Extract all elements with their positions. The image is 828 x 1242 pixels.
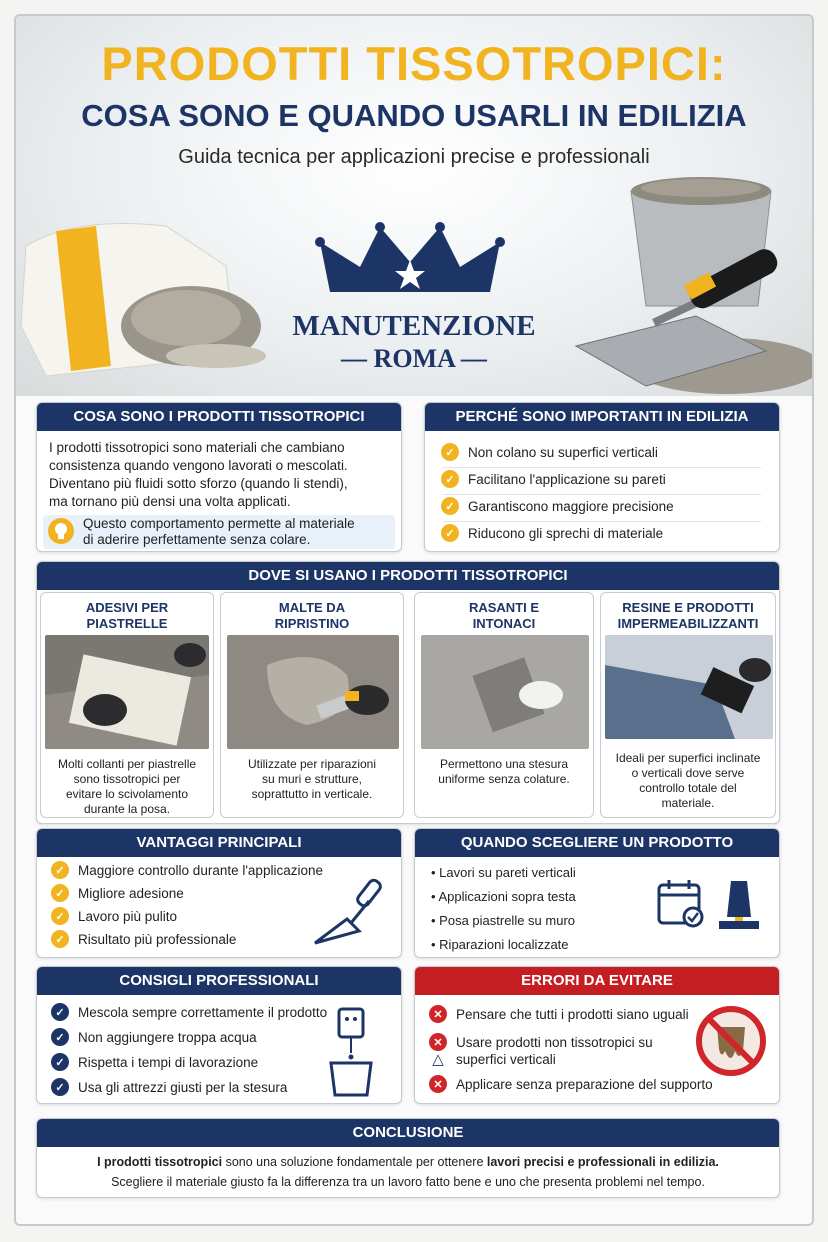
check-icon: ✓ <box>51 907 69 925</box>
quando-heading: QUANDO SCEGLIERE UN PRODOTTO TISSOTROPICO <box>415 829 779 857</box>
check-icon: ✓ <box>51 1028 69 1046</box>
cosa-sono-card <box>36 402 402 552</box>
vantaggi-item: ✓ Maggiore controllo durante l'applicazione <box>51 861 323 879</box>
use-card-caption: materiale. <box>661 796 715 810</box>
use-card-caption: Utilizzate per riparazioni <box>247 757 377 771</box>
perche-item: ✓ Facilitano l'applicazione su pareti <box>441 470 666 488</box>
vantaggi-item: ✓ Lavoro più pulito <box>51 907 177 925</box>
x-icon: ✕ <box>429 1075 447 1093</box>
consigli-item: ✓ Usa gli attrezzi giusti per la stesura <box>51 1078 287 1096</box>
vantaggi-card <box>36 828 402 958</box>
use-card-title: MALTE DA <box>278 600 346 615</box>
consigli-item: ✓ Mescola sempre correttamente il prodotto <box>51 1003 327 1021</box>
check-icon: ✓ <box>441 443 459 461</box>
no-drip-icon <box>695 1005 767 1077</box>
errori-item-cont: △ superfici verticali <box>429 1050 556 1068</box>
check-icon: ✓ <box>441 524 459 542</box>
calendar-icon <box>655 877 707 929</box>
use-card-adesivi <box>40 592 214 818</box>
quando-card <box>414 828 780 958</box>
quando-item: • Lavori su pareti verticali <box>431 865 576 880</box>
cosa-sono-heading: COSA SONO I PRODOTTI TISSOTROPICI <box>37 403 401 431</box>
waterproofing-photo <box>605 635 773 739</box>
bucket-icon <box>323 1005 383 1099</box>
check-icon: ✓ <box>441 497 459 515</box>
errori-item: ✕ Pensare che tutti i prodotti siano uguali <box>429 1005 689 1023</box>
use-card-caption: soprattutto in verticale. <box>251 787 373 801</box>
conclusione-card <box>36 1118 780 1198</box>
consigli-card <box>36 966 402 1104</box>
use-card-caption: Permettono una stesura <box>439 757 569 771</box>
consigli-heading: CONSIGLI PROFESSIONALI <box>37 967 401 995</box>
tagline: Guida tecnica per applicazioni precise e professionali <box>178 146 650 168</box>
use-card-caption: sono tissotropici per <box>73 772 181 786</box>
mixer-icon <box>715 877 763 937</box>
tip-line-2: di aderire perfettamente senza colare. <box>83 532 311 547</box>
page-subtitle-heading: COSA SONO E QUANDO USARLI IN EDILIZIA <box>81 98 747 133</box>
use-card-caption: Ideali per superfici inclinate <box>615 751 761 765</box>
vantaggi-item: ✓ Risultato più professionale <box>51 930 236 948</box>
x-icon: ✕ <box>429 1005 447 1023</box>
use-card-title: ADESIVI PER <box>85 600 169 615</box>
use-card-title: RASANTI E <box>468 600 540 615</box>
cosa-sono-line-2: consistenza quando vengono lavorati o mescolati. <box>49 458 348 473</box>
quando-item: • Applicazioni sopra testa <box>431 889 576 904</box>
check-icon: ✓ <box>51 1053 69 1071</box>
use-card-caption: o verticali dove serve <box>631 766 745 780</box>
use-card-title: PIASTRELLE <box>86 616 168 631</box>
consigli-item: ✓ Rispetta i tempi di lavorazione <box>51 1053 258 1071</box>
vantaggi-heading: VANTAGGI PRINCIPALI <box>37 829 401 857</box>
use-card-caption: uniforme senza colature. <box>438 772 570 786</box>
use-card-caption: su muri e strutture, <box>261 772 363 786</box>
perche-heading: PERCHÉ SONO IMPORTANTI IN EDILIZIA <box>425 403 779 431</box>
page-title: PRODOTTI TISSOTROPICI: <box>101 37 727 90</box>
errori-item: ✕ Usare prodotti non tissotropici su <box>429 1033 653 1051</box>
use-card-rasanti <box>414 592 594 818</box>
check-icon: ✓ <box>51 861 69 879</box>
errori-card <box>414 966 780 1104</box>
conclusione-line-2: Scegliere il materiale giusto fa la differenza tra un lavoro fatto bene e uno che presenta problemi nel tempo. <box>111 1175 705 1189</box>
use-card-title: INTONACI <box>472 616 536 631</box>
x-icon: ✕ <box>429 1033 447 1051</box>
cosa-sono-line-1: I prodotti tissotropici sono materiali che cambiano <box>49 440 345 455</box>
quando-item: • Riparazioni localizzate <box>431 937 569 952</box>
use-card-caption: Molti collanti per piastrelle <box>57 757 197 771</box>
use-card-title: RESINE E PRODOTTI <box>622 600 754 615</box>
crown-icon <box>310 222 510 302</box>
use-card-malte <box>220 592 404 818</box>
tip-line-1: Questo comportamento permette al materiale <box>83 516 355 531</box>
warning-icon: △ <box>432 1051 444 1068</box>
check-icon: ✓ <box>51 1078 69 1096</box>
use-card-caption: evitare lo scivolamento <box>65 787 189 801</box>
check-icon: ✓ <box>51 1003 69 1021</box>
lightbulb-icon <box>47 517 75 545</box>
errori-heading: ERRORI DA EVITARE <box>415 967 779 995</box>
use-card-resine <box>600 592 776 818</box>
perche-item: ✓ Riducono gli sprechi di materiale <box>441 524 663 542</box>
plaster-photo <box>421 635 589 749</box>
errori-item: ✕ Applicare senza preparazione del supporto <box>429 1075 713 1093</box>
conclusione-heading: CONCLUSIONE <box>37 1119 779 1147</box>
perche-item: ✓ Garantiscono maggiore precisione <box>441 497 674 515</box>
consigli-item: ✓ Non aggiungere troppa acqua <box>51 1028 257 1046</box>
conclusione-line-1: I prodotti tissotropici sono una soluzione fondamentale per ottenere lavori precisi e professionali in edilizia. <box>97 1155 719 1169</box>
tile-adhesive-photo <box>45 635 209 749</box>
logo-subtext: — ROMA — <box>341 344 487 373</box>
check-icon: ✓ <box>441 470 459 488</box>
cosa-sono-line-4: ma tornano più densi una volta applicati. <box>49 494 291 509</box>
repair-mortar-photo <box>227 635 399 749</box>
use-card-title: RIPRISTINO <box>274 616 350 631</box>
vantaggi-item: ✓ Migliore adesione <box>51 884 184 902</box>
perche-item: ✓ Non colano su superfici verticali <box>441 443 658 461</box>
use-card-title: IMPERMEABILIZZANTI <box>617 616 759 631</box>
quando-item: • Posa piastrelle su muro <box>431 913 576 928</box>
cosa-sono-line-3: Diventano più fluidi sotto sforzo (quando li stendi), <box>49 476 348 491</box>
trowel-icon <box>307 871 387 951</box>
check-icon: ✓ <box>51 930 69 948</box>
check-icon: ✓ <box>51 884 69 902</box>
logo-text: MANUTENZIONE <box>292 310 536 342</box>
dove-heading: DOVE SI USANO I PRODOTTI TISSOTROPICI <box>37 562 779 590</box>
use-card-caption: controllo totale del <box>639 781 737 795</box>
use-card-caption: durante la posa. <box>83 802 171 816</box>
perche-card <box>424 402 780 552</box>
